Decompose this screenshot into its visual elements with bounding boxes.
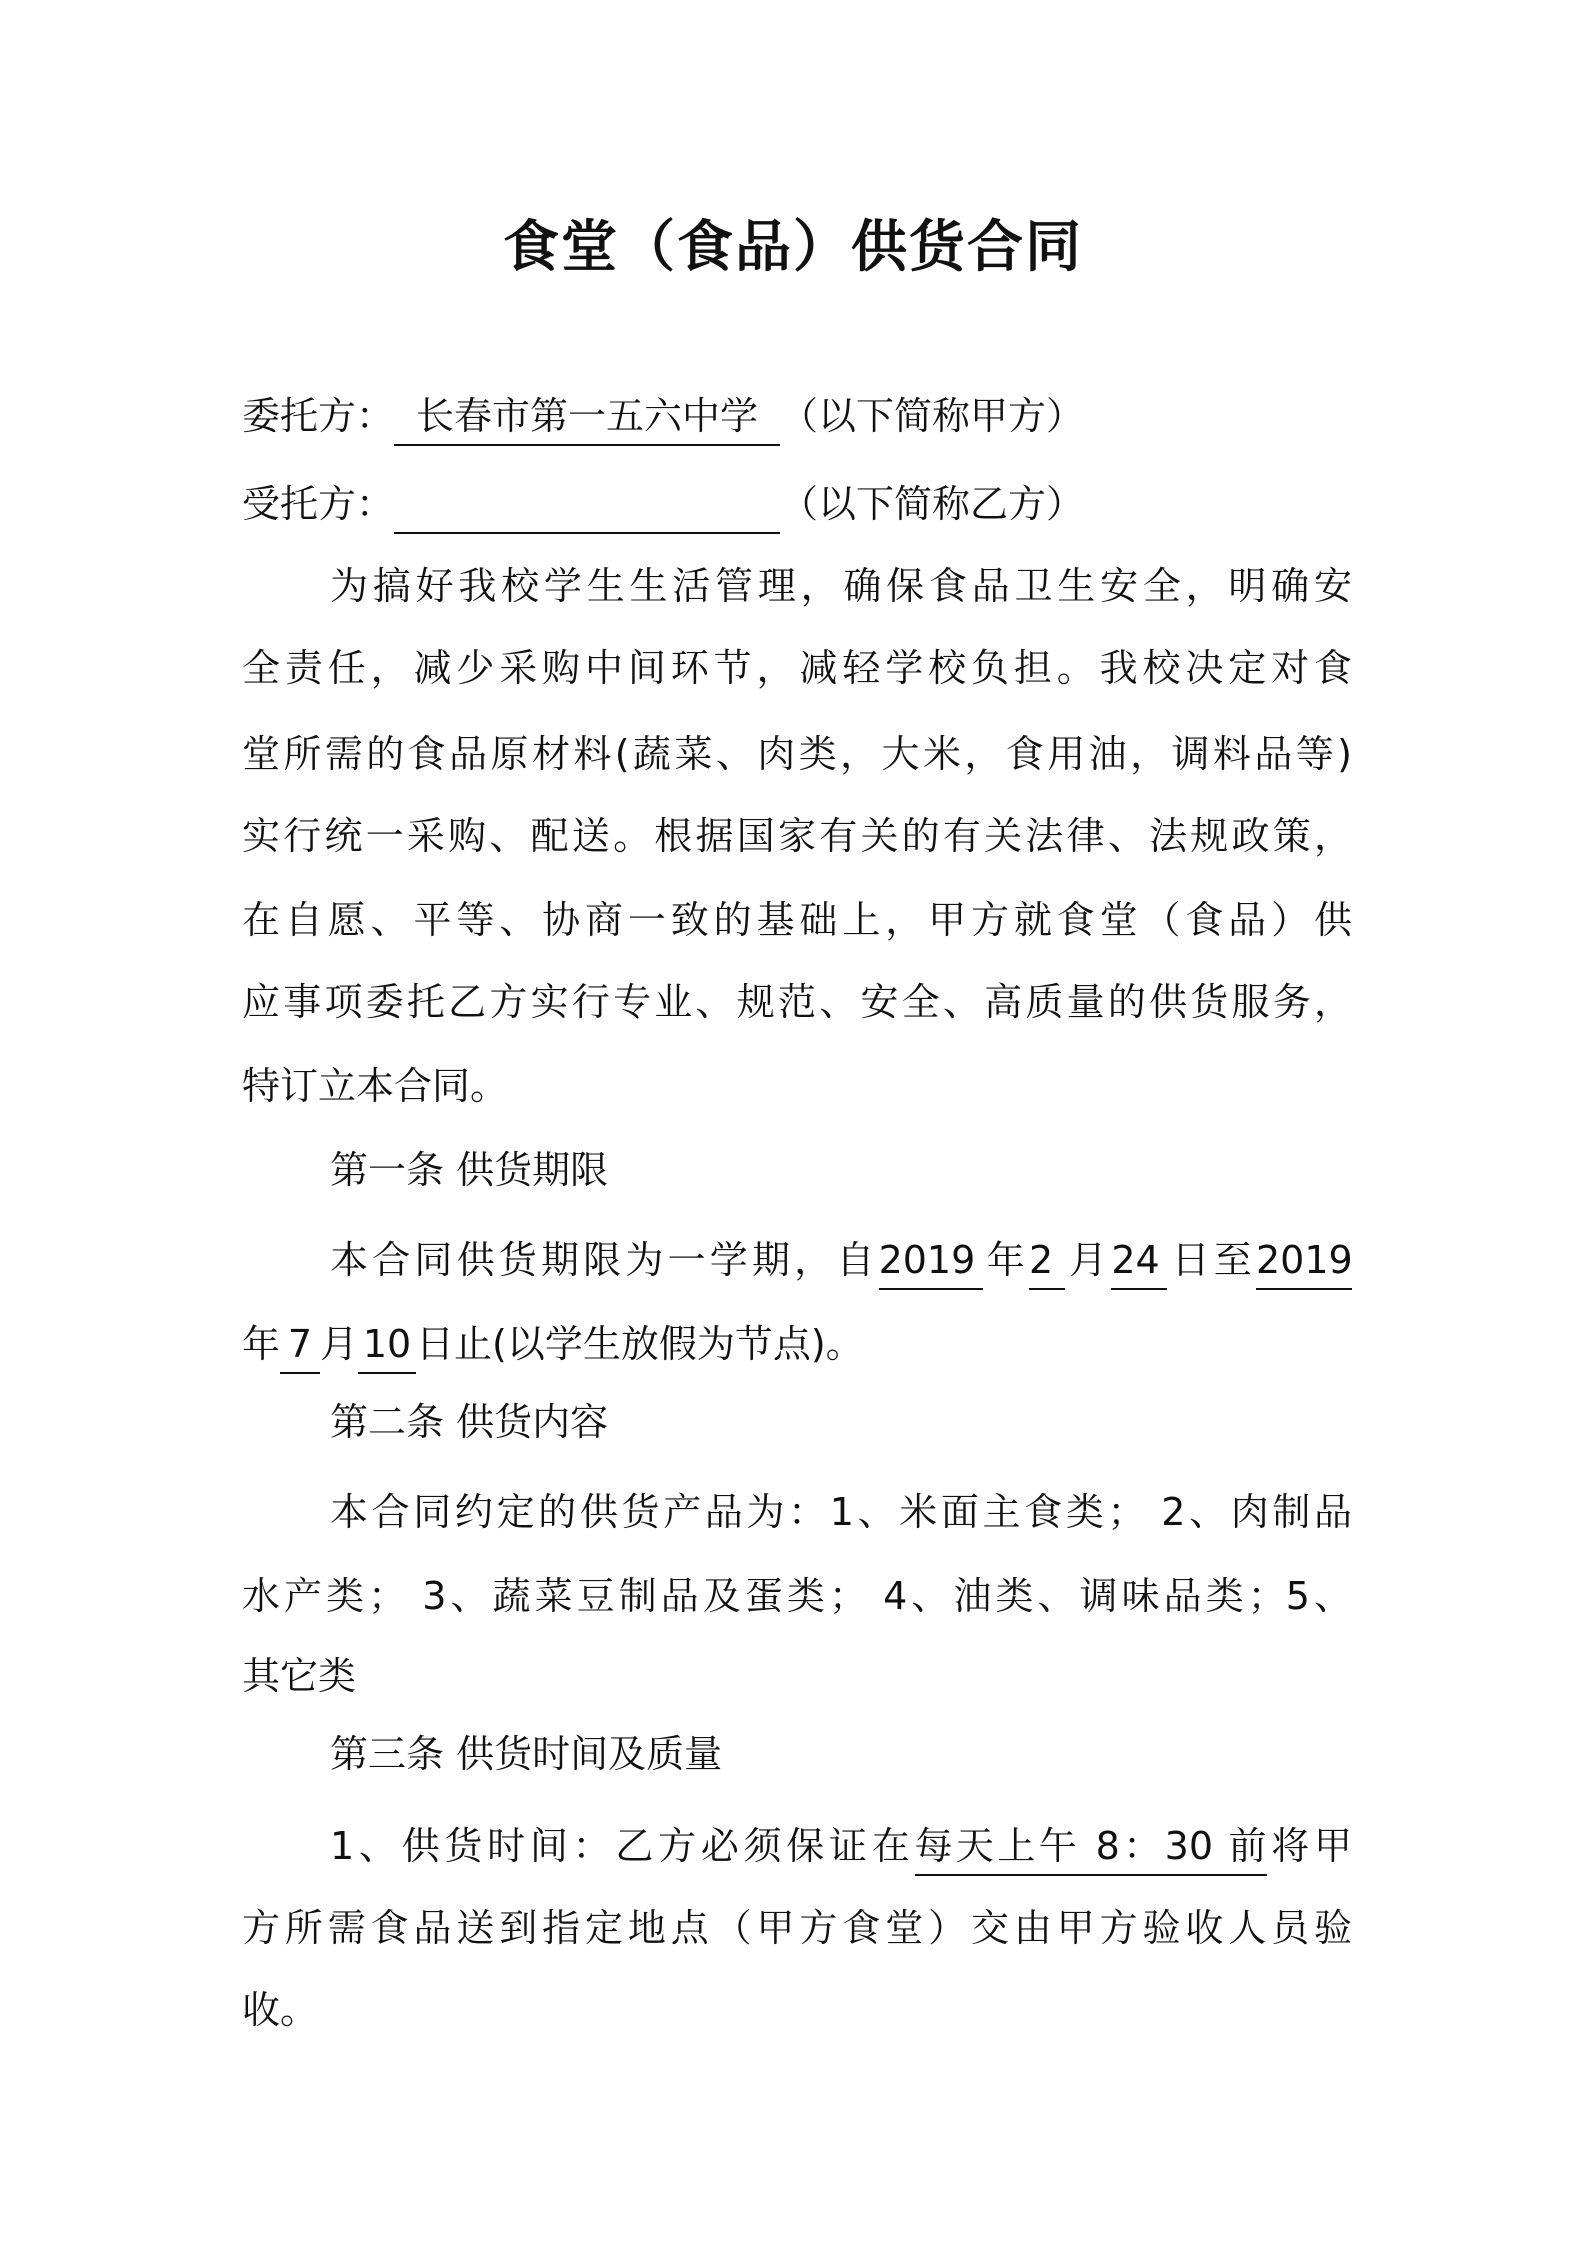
year-char: 年 (982, 1238, 1029, 1282)
article2-line: 其它类 (242, 1654, 357, 1698)
contractor-suffix: （以下简称乙方） (780, 482, 1085, 526)
day-to: 日至 (1167, 1238, 1256, 1282)
intro-line: 在自愿、平等、协商一致的基础上，甲方就食堂（食品）供 (242, 898, 1352, 942)
contractor-line (242, 474, 1352, 534)
contractor-name-blank (394, 480, 780, 534)
article2-heading: 第二条 供货内容 (330, 1400, 609, 1444)
client-name: 长春市第一五六中学 (394, 388, 780, 446)
intro-line: 堂所需的食品原材料(蔬菜、肉类，大米，食用油，调料品等) (242, 732, 1352, 776)
intro-line: 实行统一采购、配送。根据国家有关的有关法律、法规政策， (242, 814, 1352, 858)
month-char: 月 (1064, 1238, 1112, 1282)
client-label: 委托方： (242, 394, 395, 438)
article3-item1-suffix: 将甲 (1266, 1824, 1352, 1868)
intro-line: 全责任，减少采购中间环节，减轻学校负担。我校决定对食 (242, 646, 1352, 690)
end-day: 10 (358, 1316, 416, 1374)
start-year: 2019 (879, 1232, 983, 1290)
start-day: 24 (1111, 1232, 1167, 1290)
contractor-label: 受托方： (242, 482, 395, 526)
article3-line: 收。 (242, 1988, 319, 2032)
article3-line: 方所需食品送到指定地点（甲方食堂）交由甲方验收人员验 (242, 1906, 1352, 1950)
end-month: 7 (280, 1316, 320, 1374)
contract-title: 食堂（食品）供货合同 (503, 215, 1083, 280)
start-month: 2 (1029, 1232, 1065, 1290)
intro-line: 特订立本合同。 (242, 1064, 509, 1108)
article3-item1-line (242, 1816, 1352, 1876)
end-year: 2019 (1256, 1232, 1352, 1290)
article3-heading: 第三条 供货时间及质量 (330, 1732, 723, 1776)
month-char: 月 (320, 1322, 359, 1366)
article2-line: 水产类； 3、蔬菜豆制品及蛋类； 4、油类、调味品类；5、 (242, 1574, 1352, 1618)
article1-term-line (242, 1230, 1352, 1290)
intro-line: 为搞好我校学生生活管理，确保食品卫生安全，明确安 (330, 564, 1352, 608)
delivery-time: 每天上午 8：30 前 (915, 1818, 1267, 1876)
article1-end-text: 日止(以学生放假为节点)。 (416, 1322, 864, 1366)
client-suffix: （以下简称甲方） (780, 394, 1085, 438)
article3-item1-prefix: 1、供货时间：乙方必须保证在 (330, 1824, 915, 1868)
article2-line: 本合同约定的供货产品为：1、米面主食类； 2、肉制品 (330, 1490, 1352, 1534)
article1-term-line-2 (242, 1314, 1352, 1374)
article1-heading: 第一条 供货期限 (330, 1148, 609, 1192)
year-char: 年 (242, 1322, 281, 1366)
article1-text: 本合同供货期限为一学期，自 (330, 1238, 879, 1282)
intro-line: 应事项委托乙方实行专业、规范、安全、高质量的供货服务， (242, 980, 1352, 1024)
client-line (242, 386, 1352, 446)
